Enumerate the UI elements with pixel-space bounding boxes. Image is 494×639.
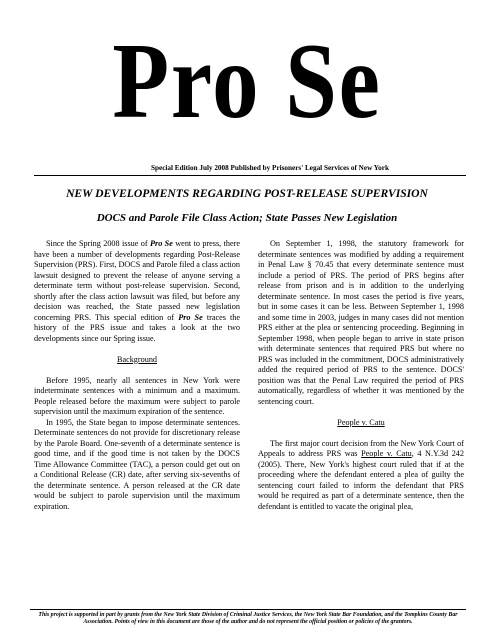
edition-line: Special Edition July 2008 Published by Prisoners' Legal Services of New York bbox=[151, 164, 389, 172]
paragraph: In 1995, the State began to impose determinate sentences. Determinate sentences do not provide for discretionary release by the Parole Board. One-seventh of a determinate sentence is good time, and if the good time is not taken by the DOCS Time Allowance Committee (TAC), a person could get out on a Conditional Release (CR) date, after serving six-sevenths of the determinate sentence. A person released at the CR date would be subject to parole supervision until the maximum expiration. bbox=[34, 417, 240, 511]
section-heading-background: Background bbox=[116, 354, 158, 364]
headline: NEW DEVELOPMENTS REGARDING POST-RELEASE SUPERVISION bbox=[66, 187, 428, 200]
paragraph: On September 1, 1998, the statutory framework for determinate sentences was modified by adding a requirement in Penal Law § 70.45 that every determinate sentence must include a period of PRS. The period of PRS begins after release from prison and is in addition to the underlying determinate sentence. In most cases the period is five years, but in some cases it can be less. Between September 1, 1998 and some time in 2003, judges in many cases did not mention PRS either at the plea or sentencing proceeding. Beginning in September 1998, when people began to arrive in state prison with determinate sentences that required PRS but where no PRS was included in the commitment, DOCS administratively added the required period of PRS to the sentence. DOCS' position was that the Penal Law required the period of PRS automatically, regardless of whether it was mentioned by the sentencing court. bbox=[258, 239, 464, 406]
section-heading-people-v-catu: People v. Catu bbox=[337, 417, 385, 427]
left-column bbox=[34, 239, 240, 512]
masthead-rule bbox=[34, 175, 466, 176]
publication-name: Pro Se bbox=[150, 239, 173, 248]
paragraph: The first major court decision from the New York Court of Appeals to address PRS was People v. Catu, 4 N.Y.3d 242 (2005). There, New York's highest court ruled that if at the proceeding where the defendant entered a plea of guilty the sentencing court failed to inform the defendant that PRS would be required as part of a determinate sentence, then the defendant is entitled to vacate the original plea, bbox=[258, 438, 464, 511]
paragraph: Before 1995, nearly all sentences in New York were indeterminate sentences with a minimum and a maximum. People released before the maximum were subject to parole supervision until the maximum expiration of the sentence. bbox=[34, 375, 240, 417]
publication-name: Pro Se bbox=[178, 312, 203, 322]
right-column bbox=[258, 239, 464, 512]
masthead-title: Pro Se bbox=[112, 22, 382, 141]
subheadline: DOCS and Parole File Class Action; State Passes New Legislation bbox=[96, 212, 398, 224]
case-citation: People v. Catu bbox=[361, 449, 412, 459]
intro-paragraph: Since the Spring 2008 issue of Pro Se went to press, there have been a number of developments regarding Post-Release Supervision (PRS). First, DOCS and Parole filed a class action lawsuit designed to prevent the release of anyone serving a determinate term without post-release supervision. Second, shortly after the class action lawsuit was filed, but before any decision was reached, the State passed new legislation concerning PRS. This special edition of Pro Se traces the history of the PRS issue and takes a look at the two developments since our Spring issue. bbox=[34, 239, 241, 343]
grant-footer: This project is supported in part by grants from the New York State Division of Criminal Justice Services, the New York State Bar Foundation, and the Tompkins County Bar Association. Points of view in this document are those of the author and do not represent the official position or policies of the grantors. bbox=[38, 612, 458, 626]
footer-rule bbox=[30, 609, 466, 610]
